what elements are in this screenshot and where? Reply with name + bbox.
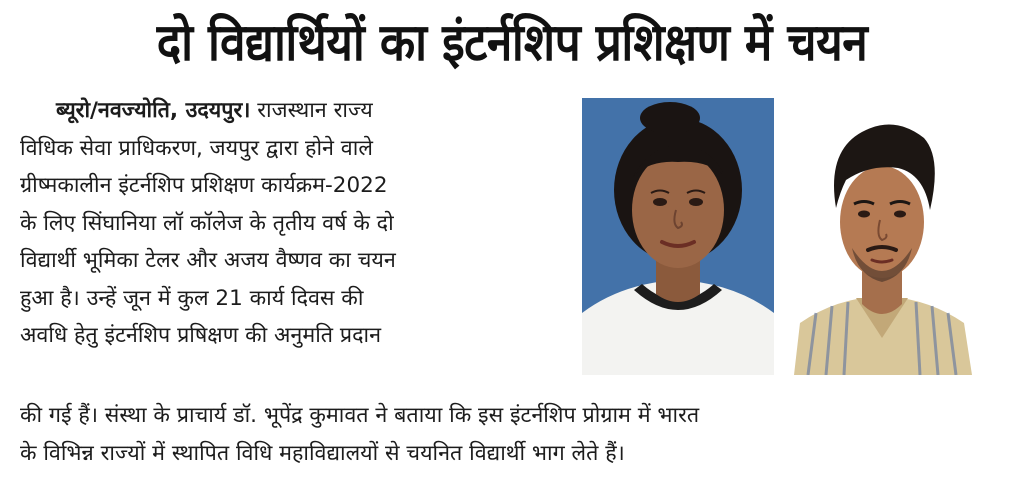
female-portrait-image xyxy=(582,98,774,375)
student-photo-male xyxy=(786,98,978,375)
article-line-2: विधिक सेवा प्राधिकरण, जयपुर द्वारा होने वाले xyxy=(20,135,373,161)
article-line-6: हुआ है। उन्हें जून में कुल 21 कार्य दिवस की xyxy=(20,285,364,311)
dateline: ब्यूरो/नवज्योति, उदयपुर। xyxy=(56,98,251,123)
article-body-full xyxy=(20,397,1010,472)
article-line-3: ग्रीष्मकालीन इंटर्नशिप प्रशिक्षण कार्यक्रम-2022 xyxy=(20,173,388,198)
article-line-5: विद्यार्थी भूमिका टेलर और अजय वैष्णव का चयन xyxy=(20,248,396,273)
article-line-9: के विभिन्न राज्यों में स्थापित विधि महाविद्यालयों से चयनित विद्यार्थी भाग लेते हैं। xyxy=(20,440,625,466)
article-line-8: की गई हैं। संस्था के प्राचार्य डॉ. भूपेंद्र कुमावत ने बताया कि इस इंटर्नशिप प्रोग्राम में भारत xyxy=(20,403,700,428)
article-body-narrow xyxy=(20,92,560,355)
article-line-1 xyxy=(20,92,560,130)
student-photo-female xyxy=(582,98,774,375)
article-line-1-text: राजस्थान राज्य xyxy=(250,98,373,123)
male-portrait-image xyxy=(786,98,978,375)
article-line-4: के लिए सिंघानिया लॉ कॉलेज के तृतीय वर्ष के दो xyxy=(20,210,394,236)
article-line-7: अवधि हेतु इंटर्नशिप प्रषिक्षण की अनुमति प्रदान xyxy=(20,323,382,348)
headline: दो विद्यार्थियों का इंटर्नशिप प्रशिक्षण में चयन xyxy=(156,11,868,73)
